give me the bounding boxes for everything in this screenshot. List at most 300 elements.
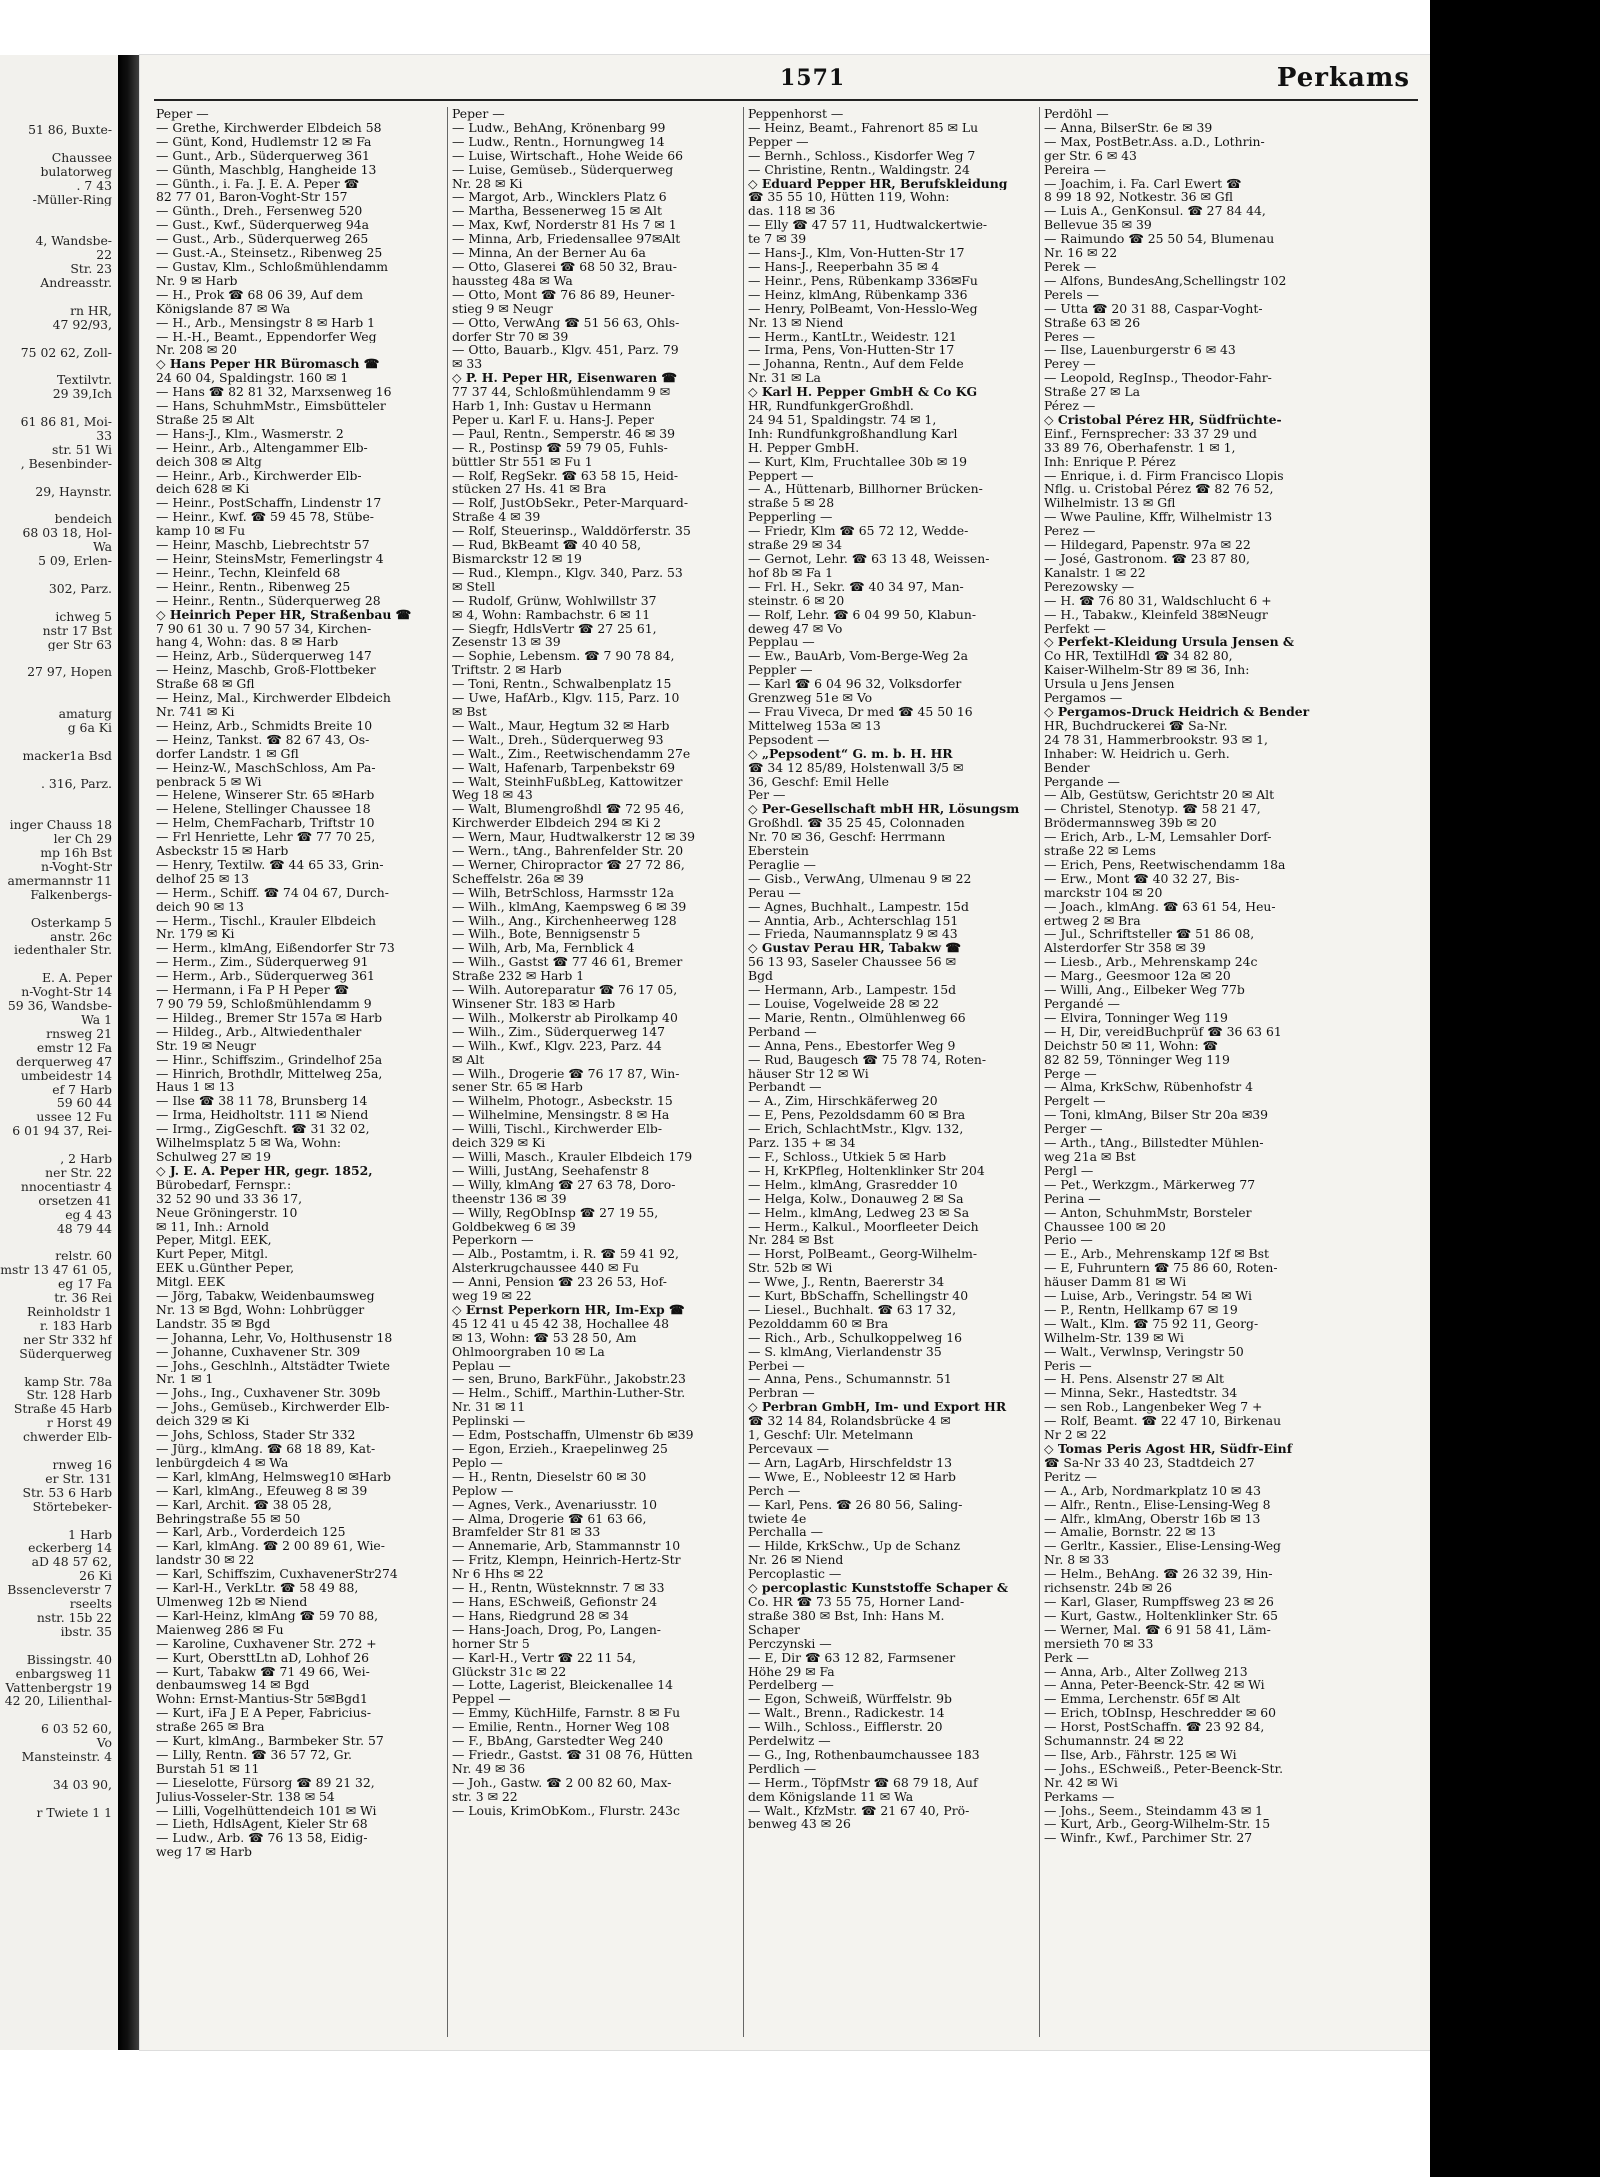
directory-entry-line: — Frau Viveca, Dr med ☎ 45 50 16 bbox=[748, 704, 973, 719]
directory-entry-line: 24 60 04, Spaldingstr. 160 ✉ 1 bbox=[156, 371, 349, 386]
directory-entry-line: — Agnes, Verk., Avenariusstr. 10 bbox=[452, 1497, 658, 1512]
directory-entry-line: Mitgl. EEK bbox=[156, 1275, 225, 1290]
directory-entry-line: — Leopold, RegInsp., Theodor-Fahr- bbox=[1044, 371, 1272, 386]
directory-entry-line: straße 22 ✉ Lems bbox=[1044, 844, 1156, 858]
directory-entry-line: Wohn: Ernst-Mantius-Str 5✉Bgd1 bbox=[156, 1692, 368, 1707]
directory-entry-line: deich 90 ✉ 13 bbox=[156, 899, 244, 914]
directory-entry-line: — Max, Kwf, Norderstr 81 Hs 7 ✉ 1 bbox=[452, 218, 677, 233]
directory-entry-line: ◇ Tomas Peris Agost HR, Südfr-Einf bbox=[1044, 1442, 1293, 1456]
header-rule bbox=[154, 99, 1418, 101]
directory-entry-line: Perezowsky — bbox=[1044, 579, 1135, 594]
directory-entry-line: — Rud., Klempn., Klgv. 340, Parz. 53 bbox=[452, 565, 683, 580]
directory-entry-line: 45 12 41 u 45 42 38, Hochallee 48 bbox=[452, 1316, 669, 1331]
left-page-line: ussee 12 Fu bbox=[36, 1110, 112, 1125]
directory-entry-line: — Frieda, Naumannsplatz 9 ✉ 43 bbox=[748, 927, 958, 942]
directory-entry-line: — Otto, VerwAng ☎ 51 56 63, Ohls- bbox=[452, 315, 680, 330]
directory-entry-line: Kurt Peper, Mitgl. bbox=[156, 1247, 269, 1262]
directory-entry-line: — Fritz, Klempn, Heinrich-Hertz-Str bbox=[452, 1553, 681, 1568]
left-page-line: 68 03 18, Hol- bbox=[22, 526, 112, 541]
directory-entry-line: — Winfr., Kwf., Parchimer Str. 27 bbox=[1044, 1831, 1253, 1846]
directory-entry-line: Perch — bbox=[748, 1483, 801, 1498]
directory-entry-line: — Heinr., Techn, Kleinfeld 68 bbox=[156, 565, 341, 580]
directory-entry-line: — Hans-J., Klm., Wasmerstr. 2 bbox=[156, 426, 344, 441]
directory-entry-line: Peppler — bbox=[748, 663, 813, 678]
directory-entry-line: Perband — bbox=[748, 1024, 817, 1039]
directory-entry-line: ✉ 13, Wohn: ☎ 53 28 50, Am bbox=[452, 1330, 637, 1345]
directory-entry-line: — Werner, Chiropractor ☎ 27 72 86, bbox=[452, 857, 685, 872]
directory-entry-line: — A., Hüttenarb, Billhorner Brücken- bbox=[748, 482, 983, 497]
directory-entry-line: Nr. 31 ✉ 11 bbox=[452, 1400, 526, 1415]
left-page-line: 27 97, Hopen bbox=[27, 665, 112, 680]
directory-entry-line: ✉ Stell bbox=[452, 579, 496, 594]
directory-entry-line: H. Pepper GmbH. bbox=[748, 440, 860, 455]
left-page-line: mstr 13 47 61 05, bbox=[0, 1263, 112, 1278]
directory-entry-line: — Bernh., Schloss., Kisdorfer Weg 7 bbox=[748, 148, 976, 163]
directory-entry-line: ✉ Bst bbox=[452, 704, 487, 719]
left-page-line: r Horst 49 bbox=[46, 1416, 112, 1431]
directory-entry-line: HR, RundfunkgerGroßhdl. bbox=[748, 399, 914, 413]
directory-entry-line: Perfekt — bbox=[1044, 621, 1106, 636]
directory-entry-line: Peraglie — bbox=[748, 857, 816, 872]
left-page-line: rn HR, bbox=[70, 303, 112, 318]
left-page-line: Wa 1 bbox=[81, 1013, 112, 1027]
left-page-line: 6 01 94 37, Rei- bbox=[12, 1124, 112, 1139]
left-page-line: Str. 128 Harb bbox=[26, 1388, 112, 1403]
left-page-line: rnsweg 21 bbox=[46, 1026, 112, 1041]
left-page-line bbox=[0, 290, 112, 304]
directory-entry-line: Nr. 70 ✉ 36, Geschf: Herrmann bbox=[748, 830, 946, 845]
directory-entry-line: Nr 6 Hhs ✉ 22 bbox=[452, 1567, 544, 1582]
directory-entry-line: str. 3 ✉ 22 bbox=[452, 1789, 518, 1804]
directory-entry-line: — Kurt, Klm, Fruchtallee 30b ✉ 19 bbox=[748, 454, 967, 469]
left-page-line bbox=[0, 957, 112, 971]
directory-entry-line: — Edm, Postschaffn, Ulmenstr 6b ✉39 bbox=[452, 1428, 694, 1442]
directory-entry-line: — Heinr., Kwf. ☎ 59 45 78, Stübe- bbox=[156, 510, 374, 525]
directory-entry-line: — Wwe, J., Rentn, Baererstr 34 bbox=[748, 1275, 945, 1290]
directory-entry-line: Peperkorn — bbox=[452, 1233, 534, 1248]
directory-entry-line: — Joh., Gastw. ☎ 2 00 82 60, Max- bbox=[452, 1775, 672, 1790]
directory-entry-line: Str. 52b ✉ Wi bbox=[748, 1261, 833, 1276]
directory-entry-line: Peplau — bbox=[452, 1358, 511, 1373]
directory-entry-line: Percevaux — bbox=[748, 1442, 829, 1456]
directory-entry-line: — Helga, Kolw., Donauweg 2 ✉ Sa bbox=[748, 1191, 964, 1206]
left-page-line: ibstr. 35 bbox=[60, 1624, 112, 1639]
left-page-line: Str. 53 6 Harb bbox=[22, 1485, 112, 1500]
directory-entry-line: denbaumsweg 14 ✉ Bgd bbox=[156, 1678, 310, 1693]
directory-entry-line: ✉ 4, Wohn: Rambachstr. 6 ✉ 11 bbox=[452, 607, 651, 622]
directory-entry-line: Pereira — bbox=[1044, 162, 1106, 177]
directory-entry-line: Kirchwerder Elbdeich 294 ✉ Ki 2 bbox=[452, 816, 662, 831]
left-page-line: ner Str 332 hf bbox=[23, 1332, 112, 1347]
left-page-line bbox=[0, 1514, 112, 1528]
directory-entry-line: Straße 232 ✉ Harb 1 bbox=[452, 969, 585, 984]
left-page-line: . 7 43 bbox=[76, 178, 112, 193]
directory-entry-line: — Willi, JustAng, Seehafenstr 8 bbox=[452, 1163, 650, 1178]
directory-entry-line: — Luis A., GenKonsul. ☎ 27 84 44, bbox=[1044, 204, 1266, 219]
left-page-line: Chaussee bbox=[51, 150, 112, 165]
directory-entry-line: Nr. 8 ✉ 33 bbox=[1044, 1553, 1110, 1568]
directory-entry-line: — Otto, Mont ☎ 76 86 89, Heuner- bbox=[452, 287, 675, 302]
left-page-line bbox=[0, 804, 112, 818]
directory-entry-line: Peppert — bbox=[748, 468, 814, 483]
directory-entry-line: — Gisb., VerwAng, Ulmenau 9 ✉ 22 bbox=[748, 871, 972, 886]
left-page-line bbox=[0, 596, 112, 610]
directory-entry-line: — Lotte, Lagerist, Bleickenallee 14 bbox=[452, 1678, 673, 1693]
directory-entry-line: — Johanna, Rentn., Auf dem Felde bbox=[748, 357, 964, 372]
directory-entry-line: — Toni, klmAng, Bilser Str 20a ✉39 bbox=[1044, 1108, 1269, 1123]
directory-entry-line: — Alma, Drogerie ☎ 61 63 66, bbox=[452, 1511, 647, 1526]
directory-entry-line: — Herm., Tischl., Krauler Elbdeich bbox=[156, 913, 377, 928]
directory-entry-line: — Heinr., Rentn., Ribenweg 25 bbox=[156, 579, 351, 594]
left-page-line: 75 02 62, Zoll- bbox=[20, 345, 112, 360]
directory-entry-line: — Willy, RegObInsp ☎ 27 19 55, bbox=[452, 1205, 659, 1220]
directory-entry-line: Brödermannsweg 39b ✉ 20 bbox=[1044, 816, 1217, 831]
left-page-line: derquerweg 47 bbox=[16, 1054, 112, 1069]
directory-entry-line: — Helm., klmAng, Grasredder 10 bbox=[748, 1177, 958, 1192]
directory-entry-line: — Karl, Schiffszim, CuxhavenerStr274 bbox=[156, 1567, 398, 1582]
directory-entry-line: — Anton, SchuhmMstr, Borsteler bbox=[1044, 1205, 1252, 1220]
directory-entry-line: — Johs., Ing., Cuxhavener Str. 309b bbox=[156, 1386, 381, 1401]
directory-entry-line: — Hans ☎ 82 81 32, Marxsenweg 16 bbox=[156, 385, 392, 400]
left-page-line: ef 7 Harb bbox=[52, 1082, 112, 1097]
directory-entry-line: ✉ Alt bbox=[452, 1052, 485, 1067]
directory-entry-line: Straße 4 ✉ 39 bbox=[452, 510, 541, 525]
directory-entry-line: Schaper bbox=[748, 1622, 800, 1637]
left-page-line: 29 39,Ich bbox=[52, 387, 112, 402]
directory-entry-line: deich 329 ✉ Ki bbox=[452, 1136, 546, 1150]
left-page-line: nstr. 15b 22 bbox=[36, 1610, 112, 1625]
left-page-line: r Twiete 1 1 bbox=[36, 1805, 112, 1820]
left-page-line: 1 Harb bbox=[68, 1527, 112, 1542]
directory-entry-line: Königslande 87 ✉ Wa bbox=[156, 301, 291, 316]
directory-entry-line: — Heinz-W., MaschSchloss, Am Pa- bbox=[156, 760, 376, 775]
directory-entry-line: — Annemarie, Arb, Stammannstr 10 bbox=[452, 1539, 681, 1554]
directory-entry-line: — Helene, Stellinger Chaussee 18 bbox=[156, 802, 371, 817]
left-page-line bbox=[0, 902, 112, 916]
directory-entry-line: — Alb, Gestütsw, Gerichtstr 20 ✉ Alt bbox=[1044, 788, 1275, 803]
directory-entry-line: te 7 ✉ 39 bbox=[748, 232, 807, 247]
directory-entry-line: — Grethe, Kirchwerder Elbdeich 58 bbox=[156, 120, 382, 135]
directory-entry-line: — Karl, klmAng, Helmsweg10 ✉Harb bbox=[156, 1469, 391, 1484]
directory-entry-line: — Walt., Dreh., Süderquerweg 93 bbox=[452, 732, 664, 747]
directory-entry-line: — Walt., Maur, Hegtum 32 ✉ Harb bbox=[452, 718, 670, 733]
directory-entry-line: — Anna, BilserStr. 6e ✉ 39 bbox=[1044, 120, 1213, 135]
directory-entry-line: — Erich, Pens, Reetwischendamm 18a bbox=[1044, 857, 1286, 872]
directory-entry-line: Peppenhorst — bbox=[748, 107, 844, 121]
directory-entry-line: Inh: Rundfunkgroßhandlung Karl bbox=[748, 426, 958, 441]
directory-entry-line: Scheffelstr. 26a ✉ 39 bbox=[452, 871, 584, 886]
directory-entry-line: — Minna, Sekr., Hastedtstr. 34 bbox=[1044, 1386, 1238, 1401]
left-page-line bbox=[0, 137, 112, 151]
directory-entry-line: — Hinr., Schiffszim., Grindelhof 25a bbox=[156, 1052, 383, 1067]
directory-entry-line: Nr. 284 ✉ Bst bbox=[748, 1233, 834, 1248]
directory-entry-line: — Walt, Hafenarb, Tarpenbekstr 69 bbox=[452, 760, 675, 775]
left-page-line: umbeidestr 14 bbox=[20, 1068, 112, 1083]
directory-entry-line: — Hans, SchuhmMstr., Eimsbütteler bbox=[156, 399, 386, 413]
directory-entry-line: Zesenstr 13 ✉ 39 bbox=[452, 635, 561, 650]
directory-entry-line: — Otto, Glaserei ☎ 68 50 32, Brau- bbox=[452, 259, 677, 274]
directory-entry-line: Peplo — bbox=[452, 1455, 503, 1470]
left-page-line: 6 03 52 60, bbox=[41, 1722, 112, 1737]
directory-entry-line: dorfer Str 70 ✉ 39 bbox=[452, 329, 569, 344]
directory-entry-line: — Wwe Pauline, Kffr, Wilhelmistr 13 bbox=[1044, 510, 1273, 525]
left-page-line: Vo bbox=[96, 1736, 112, 1751]
directory-entry-line: ◇ Heinrich Peper HR, Straßenbau ☎ bbox=[156, 607, 412, 622]
directory-entry-line: — Hans-Joach, Drog, Po, Langen- bbox=[452, 1622, 661, 1637]
directory-entry-line: — Walt., KfzMstr. ☎ 21 67 40, Prö- bbox=[748, 1803, 970, 1818]
directory-entry-line: — Johanne, Cuxhavener Str. 309 bbox=[156, 1344, 361, 1359]
directory-entry-line: — Günth., Dreh., Fersenweg 520 bbox=[156, 204, 363, 219]
directory-entry-line: — Elly ☎ 47 57 11, Hudtwalckertwie- bbox=[748, 218, 988, 233]
left-page-line: n-Voght-Str 14 bbox=[21, 985, 112, 1000]
directory-entry-line: — Johs., Geschlnh., Altstädter Twiete bbox=[156, 1358, 390, 1373]
directory-entry-line: Perge — bbox=[1044, 1066, 1097, 1081]
directory-entry-line: — Helm, ChemFacharb, Triftstr 10 bbox=[156, 816, 375, 831]
directory-entry-line: — Otto, Bauarb., Klgv. 451, Parz. 79 bbox=[452, 343, 679, 358]
directory-entry-line: — Frl. H., Sekr. ☎ 40 34 97, Man- bbox=[748, 579, 964, 594]
directory-entry-line: Pezolddamm 60 ✉ Bra bbox=[748, 1316, 889, 1331]
left-page-line: er Str. 131 bbox=[45, 1471, 112, 1486]
directory-entry-line: haussteg 48a ✉ Wa bbox=[452, 273, 573, 288]
left-page-line: ger Str 63 bbox=[47, 637, 112, 652]
directory-entry-line: horner Str 5 bbox=[452, 1636, 530, 1651]
left-page-line: Bssencleverstr 7 bbox=[7, 1583, 112, 1598]
left-page-line: amaturg bbox=[58, 707, 112, 721]
left-page-line bbox=[0, 498, 112, 512]
directory-entry-line: — Herm., Arb., Süderquerweg 361 bbox=[156, 969, 375, 984]
directory-entry-line: — Rolf, JustObSekr., Peter-Marquard- bbox=[452, 496, 689, 511]
directory-entry-line: — Irma, Pens, Von-Hutten-Str 17 bbox=[748, 343, 955, 358]
directory-entry-line: — Karoline, Cuxhavener Str. 272 + bbox=[156, 1636, 377, 1651]
left-page-line: -Müller-Ring bbox=[32, 192, 112, 207]
directory-entry-line: — Rolf, Beamt. ☎ 22 47 10, Birkenau bbox=[1044, 1414, 1282, 1429]
directory-entry-line: ✉ 11, Inh.: Arnold bbox=[156, 1219, 270, 1234]
directory-entry-line: — Johs., Gemüseb., Kirchwerder Elb- bbox=[156, 1400, 390, 1415]
left-page-line: Süderquerweg bbox=[19, 1346, 112, 1361]
directory-entry-line: 82 77 01, Baron-Voght-Str 157 bbox=[156, 190, 348, 205]
left-page-line: Störtebeker- bbox=[32, 1499, 112, 1514]
directory-entry-line: — Friedr., Gastst. ☎ 31 08 76, Hütten bbox=[452, 1747, 693, 1762]
directory-entry-line: — A., Zim, Hirschkäferweg 20 bbox=[748, 1094, 938, 1109]
directory-entry-line: straße 265 ✉ Bra bbox=[156, 1720, 265, 1735]
directory-entry-line: — Wern, Maur, Hudtwalkerstr 12 ✉ 39 bbox=[452, 830, 696, 845]
directory-entry-line: 77 37 44, Schloßmühlendamm 9 ✉ bbox=[452, 385, 671, 400]
directory-entry-line: — Kurt, iFa J E A Peper, Fabricius- bbox=[156, 1706, 372, 1721]
directory-entry-line: — H., Tabakw., Kleinfeld 38✉Neugr bbox=[1044, 607, 1268, 622]
directory-entry-line: Nr. 13 ✉ Niend bbox=[748, 315, 844, 330]
directory-entry-line: ✉ 33 bbox=[452, 357, 483, 372]
directory-entry-line: — Johs, Schloss, Stader Str 332 bbox=[156, 1428, 356, 1442]
directory-entry-line: — Kurt, ObersttLtn aD, Lohhof 26 bbox=[156, 1650, 370, 1665]
directory-entry-line: — Heinz, Arb., Schmidts Breite 10 bbox=[156, 718, 373, 733]
directory-entry-line: — Wilh., Kwf., Klgv. 223, Parz. 44 bbox=[452, 1038, 662, 1053]
directory-entry-line: richsenstr. 24b ✉ 26 bbox=[1044, 1581, 1172, 1595]
directory-entry-line: Bender bbox=[1044, 760, 1090, 775]
directory-entry-line: Haus 1 ✉ 13 bbox=[156, 1080, 235, 1095]
directory-entry-line: Inhaber: W. Heidrich u. Gerh. bbox=[1044, 746, 1230, 761]
directory-entry-line: — Wilh., Molkerstr ab Pirolkamp 40 bbox=[452, 1010, 678, 1025]
directory-entry-line: — E, Pens, Pezoldsdamm 60 ✉ Bra bbox=[748, 1108, 966, 1123]
directory-entry-line: 24 94 51, Spaldingstr. 74 ✉ 1, bbox=[748, 412, 937, 427]
directory-entry-line: — Rolf, Steuerinsp., Walddörferstr. 35 bbox=[452, 524, 691, 539]
directory-entry-line: — H. ☎ 76 80 31, Waldschlucht 6 + bbox=[1044, 593, 1272, 608]
directory-entry-line: — Toni, Rentn., Schwalbenplatz 15 bbox=[452, 677, 672, 692]
directory-entry-line: — sen Rob., Langenbeker Weg 7 + bbox=[1044, 1400, 1263, 1415]
directory-entry-line: — Hildeg., Bremer Str 157a ✉ Harb bbox=[156, 1010, 383, 1025]
directory-entry-line: — Joach., klmAng. ☎ 63 61 54, Heu- bbox=[1044, 899, 1276, 914]
left-page-line: inger Chauss 18 bbox=[9, 818, 112, 833]
directory-entry-line: Perez — bbox=[1044, 524, 1096, 539]
directory-entry-line: — Lieselotte, Fürsorg ☎ 89 21 32, bbox=[156, 1775, 375, 1790]
directory-entry-line: — Anna, Arb., Alter Zollweg 213 bbox=[1044, 1664, 1248, 1679]
directory-entry-line: — E., Arb., Mehrenskamp 12f ✉ Bst bbox=[1044, 1247, 1269, 1262]
directory-entry-line: — Ilse ☎ 38 11 78, Brunsberg 14 bbox=[156, 1094, 368, 1109]
directory-entry-line: — Heinz, Beamt., Fahrenort 85 ✉ Lu bbox=[748, 120, 979, 135]
directory-entry-line: — Wilh., Bote, Bennigsenstr 5 bbox=[452, 927, 641, 942]
directory-entry-line: Burstah 51 ✉ 11 bbox=[156, 1761, 260, 1776]
directory-entry-line: ◇ Eduard Pepper HR, Berufskleidung bbox=[748, 176, 1008, 191]
scan-border bbox=[1430, 0, 1600, 2177]
directory-entry-line: Schulweg 27 ✉ 19 bbox=[156, 1149, 271, 1164]
directory-entry-line: — Amalie, Bornstr. 22 ✉ 13 bbox=[1044, 1525, 1216, 1540]
directory-entry-line: Wilhelm-Str. 139 ✉ Wi bbox=[1044, 1330, 1184, 1345]
directory-entry-line: — Karl, klmAng., Efeuweg 8 ✉ 39 bbox=[156, 1483, 368, 1498]
directory-entry-line: Nr. 179 ✉ Ki bbox=[156, 927, 235, 942]
directory-entry-line: Wilhelmsplatz 5 ✉ Wa, Wohn: bbox=[156, 1136, 342, 1150]
directory-entry-line: Mittelweg 153a ✉ 13 bbox=[748, 718, 881, 733]
column-divider bbox=[447, 107, 448, 2037]
directory-entry-line: — Heinr, Maschb, Liebrechtstr 57 bbox=[156, 538, 370, 552]
directory-entry-line: Peper — bbox=[452, 107, 505, 121]
directory-entry-line: — Irmg., ZigGeschft. ☎ 31 32 02, bbox=[156, 1122, 370, 1137]
directory-entry-line: — Kurt, klmAng., Barmbeker Str. 57 bbox=[156, 1734, 384, 1748]
directory-entry-line: stücken 27 Hs. 41 ✉ Bra bbox=[452, 482, 607, 497]
directory-entry-line: delhof 25 ✉ 13 bbox=[156, 871, 249, 886]
directory-entry-line: — Max, PostBetr.Ass. a.D., Lothrin- bbox=[1044, 134, 1265, 149]
directory-entry-line: — G., Ing, Rothenbaumchaussee 183 bbox=[748, 1747, 980, 1762]
directory-entry-line: dorfer Landstr. 1 ✉ Gfl bbox=[156, 746, 299, 761]
left-page-line: 61 86 81, Moi- bbox=[20, 415, 112, 429]
directory-entry-line: — Kurt, BbSchaffn, Schellingstr 40 bbox=[748, 1289, 969, 1303]
directory-entry-line: — Herm., Schiff. ☎ 74 04 67, Durch- bbox=[156, 885, 389, 900]
directory-entry-line: Perek — bbox=[1044, 259, 1097, 274]
directory-entry-line: Straße 25 ✉ Alt bbox=[156, 412, 255, 427]
directory-entry-line: Pergandé — bbox=[1044, 997, 1120, 1011]
directory-entry-line: — S. klmAng, Vierlandenstr 35 bbox=[748, 1344, 942, 1359]
directory-entry-line: — Helene, Winserer Str. 65 ✉Harb bbox=[156, 788, 375, 803]
left-page-line: rseelts bbox=[69, 1597, 112, 1611]
directory-entry-line: ger Str. 6 ✉ 43 bbox=[1044, 148, 1137, 163]
directory-entry-line: Alsterkrugchaussee 440 ✉ Fu bbox=[452, 1261, 639, 1276]
directory-entry-line: ◇ Gustav Perau HR, Tabakw ☎ bbox=[748, 941, 961, 956]
directory-entry-line: — Walt, SteinhFußbLeg, Kattowitzer bbox=[452, 774, 683, 789]
directory-entry-line: — Heinz, Tankst. ☎ 82 67 43, Os- bbox=[156, 732, 370, 747]
left-page-line: rnweg 16 bbox=[52, 1458, 112, 1472]
directory-entry-line: Peritz — bbox=[1044, 1469, 1097, 1484]
directory-entry-line: — Luise, Gemüseb., Süderquerweg bbox=[452, 162, 674, 177]
left-page-line: 59 36, Wandsbe- bbox=[7, 999, 112, 1013]
directory-entry-line: — Arn, LagArb, Hirschfeldstr 13 bbox=[748, 1455, 953, 1470]
directory-entry-line: EEK u.Günther Peper, bbox=[156, 1261, 295, 1276]
directory-entry-line: lenbürgdeich 4 ✉ Wa bbox=[156, 1455, 289, 1470]
left-page-line: . 316, Parz. bbox=[41, 776, 112, 791]
directory-entry-line: — Anna, Pens., Schumannstr. 51 bbox=[748, 1372, 952, 1387]
directory-entry-line: — Walt., Zim., Reetwischendamm 27e bbox=[452, 746, 691, 761]
directory-entry-line: — Louis, KrimObKom., Flurstr. 243c bbox=[452, 1803, 680, 1818]
directory-entry-line: — Utta ☎ 20 31 88, Caspar-Voght- bbox=[1044, 301, 1263, 316]
directory-entry-line: Pérez — bbox=[1044, 399, 1096, 413]
directory-entry-line: — Rud, BkBeamt ☎ 40 40 58, bbox=[452, 538, 642, 552]
directory-entry-line: — Arth., tAng., Billstedter Mühlen- bbox=[1044, 1136, 1264, 1150]
directory-entry-line: Alsterdorfer Str 358 ✉ 39 bbox=[1044, 941, 1206, 956]
directory-entry-line: Eberstein bbox=[748, 844, 809, 858]
directory-entry-line: — Alfons, BundesAng,Schellingstr 102 bbox=[1044, 273, 1287, 288]
directory-entry-line: — Jürg., klmAng. ☎ 68 18 89, Kat- bbox=[156, 1442, 376, 1456]
directory-entry-line: — Wilh, Arb, Ma, Fernblick 4 bbox=[452, 941, 635, 956]
directory-entry-line: — Kurt, Tabakw ☎ 71 49 66, Wei- bbox=[156, 1664, 370, 1679]
left-page-line: nnocentiastr 4 bbox=[20, 1179, 112, 1194]
directory-entry-line: 32 52 90 und 33 36 17, bbox=[156, 1191, 303, 1206]
left-page-line: 34 03 90, bbox=[52, 1777, 112, 1792]
directory-entry-line: — Wilh, BetrSchloss, Harmsstr 12a bbox=[452, 885, 674, 900]
directory-entry-line: — Johs., Seem., Steindamm 43 ✉ 1 bbox=[1044, 1803, 1264, 1818]
directory-entry-line: — H., Rentn, Dieselstr 60 ✉ 30 bbox=[452, 1469, 647, 1484]
left-page-line bbox=[0, 220, 112, 234]
directory-entry-line: straße 29 ✉ 34 bbox=[748, 538, 842, 552]
directory-entry-line: — Karl, Archit. ☎ 38 05 28, bbox=[156, 1497, 332, 1512]
directory-entry-line: — sen, Bruno, BarkFühr., Jakobstr.23 bbox=[452, 1372, 686, 1387]
directory-entry-line: — Ew., BauArb, Vom-Berge-Weg 2a bbox=[748, 649, 969, 664]
directory-entry-line: — Louise, Vogelweide 28 ✉ 22 bbox=[748, 997, 939, 1011]
directory-entry-line: deich 308 ✉ Altg bbox=[156, 454, 262, 469]
directory-entry-line: Nr. 28 ✉ Ki bbox=[452, 176, 523, 191]
directory-entry-line: hof 8b ✉ Fa 1 bbox=[748, 565, 834, 580]
directory-entry-line: Goldbekweg 6 ✉ 39 bbox=[452, 1219, 576, 1234]
left-page-line: 4, Wandsbe- bbox=[35, 234, 112, 249]
directory-entry-line: Inh: Enrique P. Pérez bbox=[1044, 454, 1176, 469]
directory-entry-line: Bürobedarf, Fernspr.: bbox=[156, 1177, 292, 1192]
directory-entry-line: — Heinr., Arb., Altengammer Elb- bbox=[156, 440, 368, 455]
left-page-line: g 6a Ki bbox=[67, 720, 112, 735]
directory-entry-line: ◇ Hans Peper HR Büromasch ☎ bbox=[156, 357, 380, 372]
directory-entry-line: — Christel, Stenotyp. ☎ 58 21 47, bbox=[1044, 802, 1261, 817]
directory-entry-line: ◇ J. E. A. Peper HR, gegr. 1852, bbox=[156, 1163, 373, 1178]
directory-entry-line: straße 380 ✉ Bst, Inh: Hans M. bbox=[748, 1608, 945, 1623]
directory-entry-line: ☎ Sa-Nr 33 40 23, Stadtdeich 27 bbox=[1044, 1455, 1255, 1470]
directory-entry-line: — Kurt, Gastw., Holtenklinker Str. 65 bbox=[1044, 1608, 1278, 1623]
directory-entry-line: — Anna, Peter-Beenck-Str. 42 ✉ Wi bbox=[1044, 1678, 1265, 1693]
directory-entry-line: — Anntia, Arb., Achterschlag 151 bbox=[748, 913, 959, 928]
left-page-fragment bbox=[0, 55, 118, 2050]
directory-entry-line: Straße 63 ✉ 26 bbox=[1044, 315, 1141, 330]
directory-entry-line: ☎ 32 14 84, Rolandsbrücke 4 ✉ bbox=[748, 1414, 951, 1429]
directory-entry-line: Peper, Mitgl. EEK, bbox=[156, 1233, 272, 1248]
directory-entry-line: — Ilse, Lauenburgerstr 6 ✉ 43 bbox=[1044, 343, 1236, 358]
directory-entry-line: Pergamos — bbox=[1044, 691, 1123, 705]
directory-entry-line: — Gernot, Lehr. ☎ 63 13 48, Weissen- bbox=[748, 552, 990, 566]
column-1 bbox=[156, 107, 446, 2042]
directory-entry-line: — Hans, Riedgrund 28 ✉ 34 bbox=[452, 1608, 629, 1623]
column-divider bbox=[743, 107, 744, 2037]
directory-entry-line: Nr. 741 ✉ Ki bbox=[156, 704, 235, 719]
directory-entry-line: Ursula u Jens Jensen bbox=[1044, 677, 1175, 692]
directory-entry-line: — Erich, Arb., L-M, Lemsahler Dorf- bbox=[1044, 830, 1272, 845]
left-page-line: amermannstr 11 bbox=[7, 873, 112, 888]
directory-entry-line: — Christine, Rentn., Waldingstr. 24 bbox=[748, 162, 970, 177]
directory-entry-line: theenstr 136 ✉ 39 bbox=[452, 1191, 567, 1206]
directory-entry-line: — Wilh., klmAng, Kaempsweg 6 ✉ 39 bbox=[452, 899, 687, 914]
directory-entry-line: — A., Arb, Nordmarkplatz 10 ✉ 43 bbox=[1044, 1483, 1262, 1498]
